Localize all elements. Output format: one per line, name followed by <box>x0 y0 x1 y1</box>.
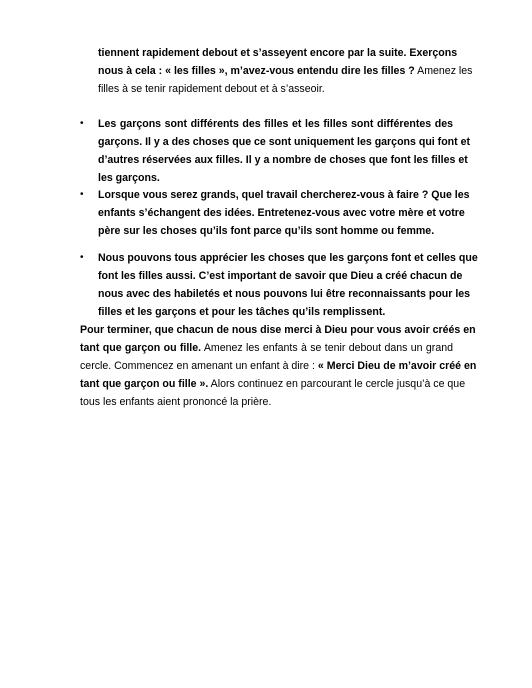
intro-line-2-bold: nous à cela : « les filles », m’avez-vous entendu dire les filles ? <box>98 65 415 77</box>
closing-line-4-bold: tant que garçon ou fille ». <box>80 378 209 390</box>
closing-paragraph <box>80 321 477 411</box>
closing-line-4-normal: Alors continuez en parcourant le cercle jusqu’à ce que <box>208 378 466 390</box>
intro-line-2 <box>98 62 473 80</box>
bullet-3-line-1: Nous pouvons tous apprécier les choses que les garçons font et celles que <box>98 252 478 264</box>
bullet-paragraph-2 <box>98 186 470 240</box>
bullet-2-line-2: enfants s’échangent des idées. Entretenez-vous avec votre mère et votre <box>98 207 465 219</box>
closing-line-2-bold: tant que garçon ou fille. <box>80 342 202 354</box>
closing-line-3-normal: cercle. Commencez en amenant un enfant à dire : <box>80 360 315 372</box>
closing-line-2-normal: Amenez les enfants à se tenir debout dans un grand <box>201 342 453 354</box>
bullet-marker-3: • <box>80 252 84 263</box>
bullet-1-line-2: garçons. Il y a des choses que ce sont uniquement les garçons qui font et <box>98 136 471 148</box>
intro-line-3: filles à se tenir rapidement debout et à s’asseoir. <box>98 83 325 95</box>
closing-line-2 <box>80 339 453 357</box>
bullet-1-line-4: les garçons. <box>98 172 160 184</box>
bullet-marker-2: • <box>80 189 84 200</box>
closing-line-1: Pour terminer, que chacun de nous dise merci à Dieu pour vous avoir créés en <box>80 324 476 336</box>
bullet-1-line-1: Les garçons sont différents des filles et les filles sont différentes des <box>98 118 453 130</box>
bullet-3-line-4: filles et les garçons et pour les tâches qu’ils remplissent. <box>98 306 386 318</box>
intro-paragraph <box>98 44 473 98</box>
bullet-paragraph-3 <box>98 249 478 321</box>
bullet-marker-1: • <box>80 118 84 129</box>
bullet-paragraph-1 <box>98 115 471 187</box>
intro-line-2-normal: Amenez les <box>414 65 473 77</box>
bullet-3-line-3: nous avec des habiletés et nous pouvons lui être reconnaissants pour les <box>98 288 471 300</box>
closing-line-3 <box>80 357 477 375</box>
bullet-3-line-2: font les filles aussi. C’est important de savoir que Dieu a créé chacun de <box>98 270 463 282</box>
closing-line-4 <box>80 375 466 393</box>
closing-line-3-bold: « Merci Dieu de m’avoir créé en <box>314 360 477 372</box>
bullet-2-line-1: Lorsque vous serez grands, quel travail chercherez-vous à faire ? Que les <box>98 189 470 201</box>
bullet-2-line-3: père sur les choses qu’ils font parce qu’ils sont homme ou femme. <box>98 225 435 237</box>
bullet-1-line-3: d’autres réservées aux filles. Il y a nombre de choses que font les filles et <box>98 154 468 166</box>
intro-line-1: tiennent rapidement debout et s’asseyent encore par la suite. Exerçons <box>98 47 458 59</box>
closing-line-5: tous les enfants aient prononcé la prière. <box>80 396 272 408</box>
